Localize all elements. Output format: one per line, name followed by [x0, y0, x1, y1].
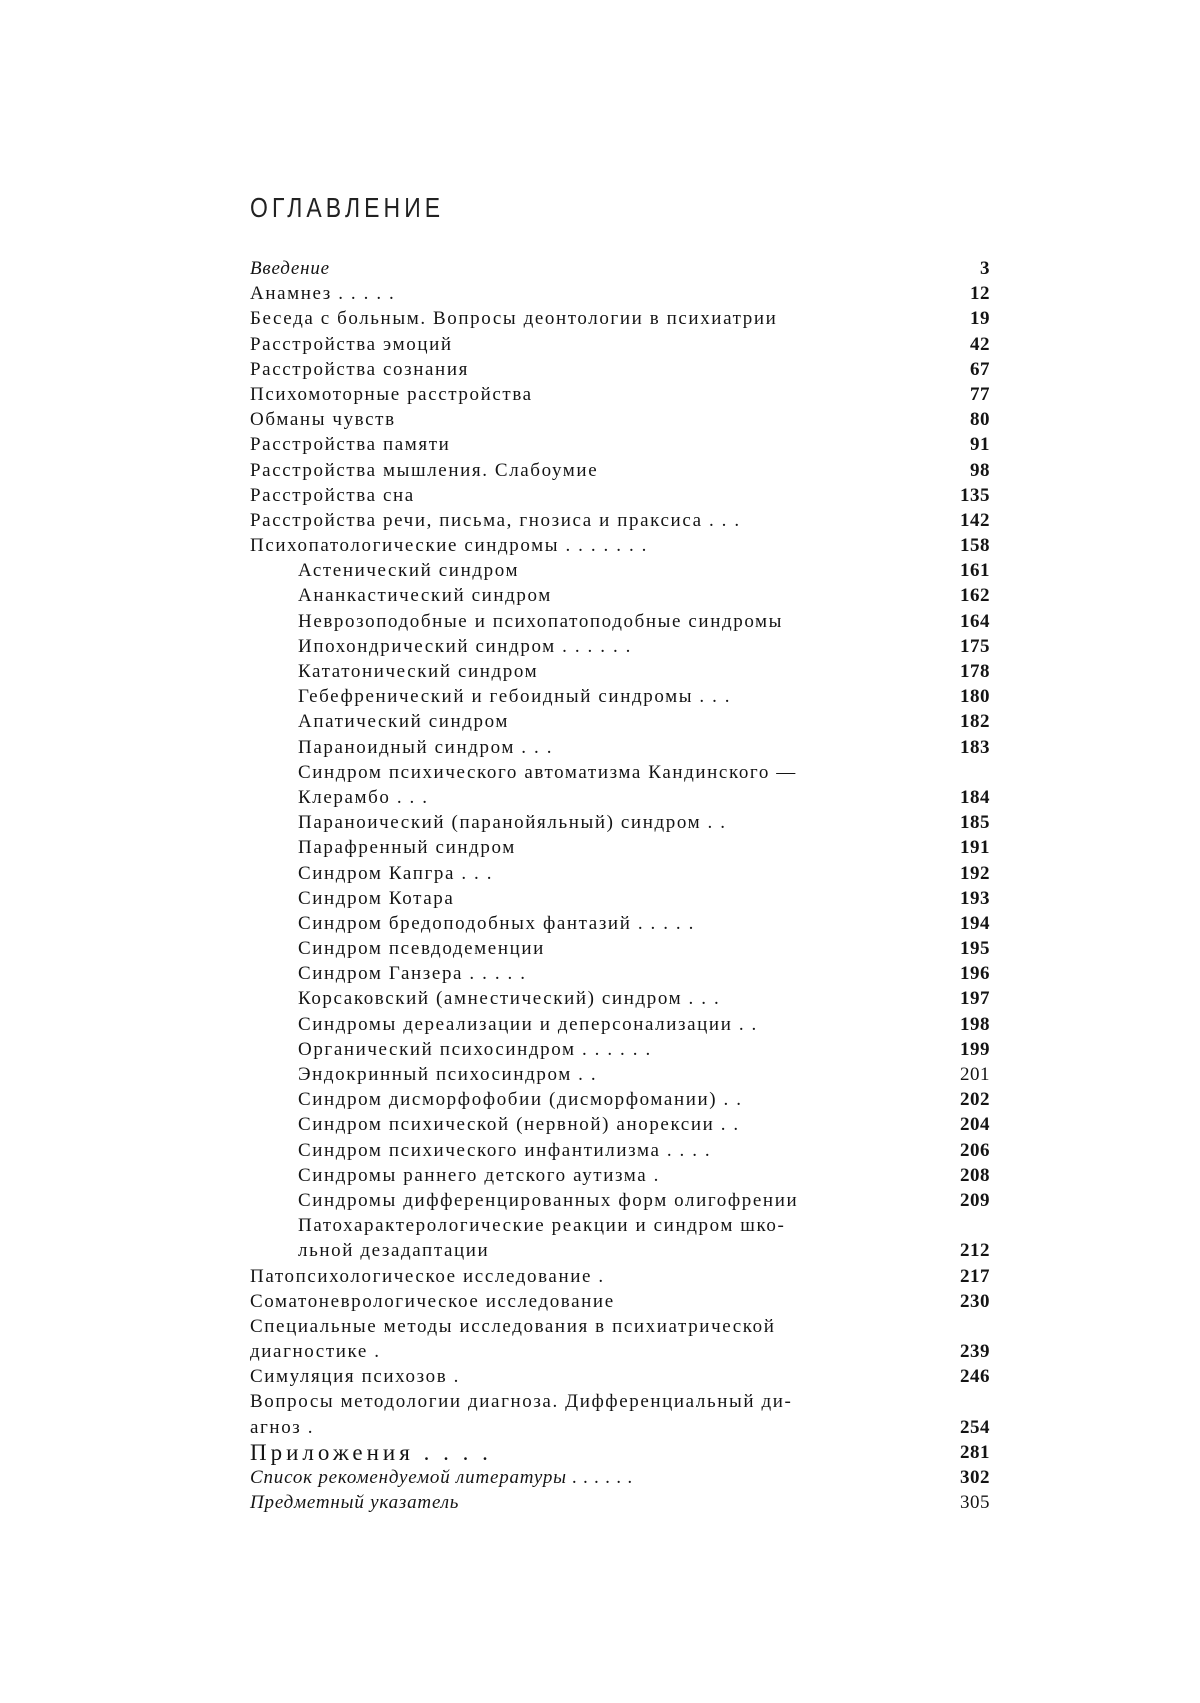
toc-entry-page-number: 281	[960, 1441, 990, 1463]
toc-entry-title: Астенический синдром	[298, 560, 520, 582]
toc-entry-page-number: 208	[960, 1164, 990, 1186]
toc-entry-title: Параноидный синдром . . .	[298, 736, 554, 758]
toc-entry-title: диагностике .	[250, 1341, 381, 1363]
toc-entry-page-number: 202	[960, 1089, 990, 1111]
toc-entry-page-number: 201	[960, 1064, 990, 1085]
toc-entry-title: Клерамбо . . .	[298, 786, 429, 808]
toc-entry-title: Синдром дисморфофобии (дисморфомании) . .	[298, 1089, 743, 1111]
toc-entry	[250, 785, 990, 810]
toc-entry-page-number: 178	[960, 661, 990, 682]
toc-entry-page-number: 192	[960, 862, 990, 884]
toc-entry	[250, 1037, 990, 1062]
toc-entry	[250, 1289, 990, 1314]
toc-entry	[250, 1415, 990, 1440]
toc-entry	[250, 1465, 990, 1490]
toc-entry-page-number: 80	[970, 409, 990, 431]
toc-entry	[250, 1163, 990, 1188]
toc-entry	[250, 1062, 990, 1087]
toc-entry	[250, 332, 990, 357]
toc-entry-title: Кататонический синдром	[298, 661, 539, 682]
toc-entry-page-number: 162	[960, 585, 990, 607]
toc-entry-page-number: 217	[960, 1265, 990, 1287]
toc-entry-title: Симуляция психозов .	[250, 1366, 460, 1388]
toc-entry	[250, 684, 990, 709]
toc-entry	[250, 1364, 990, 1389]
toc-entry	[250, 483, 990, 508]
toc-entry-title: Приложения . . . .	[250, 1439, 492, 1465]
toc-entry-page-number: 164	[960, 610, 990, 632]
toc-entry	[250, 735, 990, 760]
toc-entry	[250, 558, 990, 583]
toc-entry-title: Расстройства сознания	[250, 358, 469, 380]
toc-entry	[250, 382, 990, 407]
toc-entry-page-number: 77	[970, 383, 990, 405]
toc-entry-page-number: 198	[960, 1013, 990, 1035]
toc-entry-title: Синдром Котара	[298, 887, 455, 909]
toc-entry	[250, 1238, 990, 1263]
toc-entry-title: Неврозоподобные и психопатоподобные синдромы	[298, 610, 784, 632]
toc-entry	[250, 609, 990, 634]
toc-entry	[250, 1213, 990, 1238]
toc-entry-page-number: 184	[960, 786, 990, 808]
toc-entry	[250, 961, 990, 986]
toc-entry	[250, 936, 990, 961]
toc-entry-title: Синдромы дифференцированных форм олигофрении	[298, 1189, 799, 1211]
toc-entry-title: Беседа с больным. Вопросы деонтологии в психиатрии	[250, 308, 778, 330]
toc-entry-page-number: 98	[970, 459, 990, 481]
toc-entry-page-number: 180	[960, 686, 990, 708]
toc-entry	[250, 458, 990, 483]
toc-entry-page-number: 199	[960, 1038, 990, 1060]
toc-entry-page-number: 182	[960, 711, 990, 733]
toc-entry	[250, 634, 990, 659]
toc-entry	[250, 1389, 990, 1414]
toc-entry-page-number: 183	[960, 736, 990, 758]
toc-entry	[250, 835, 990, 860]
toc-entry	[250, 1264, 990, 1289]
toc-entry-title: Расстройства мышления. Слабоумие	[250, 459, 599, 481]
toc-entry-title: Синдром психической (нервной) анорексии . .	[298, 1114, 740, 1136]
toc-entry	[250, 1314, 990, 1339]
toc-entry	[250, 1087, 990, 1112]
toc-entry-title: Обманы чувств	[250, 409, 396, 431]
toc-entry	[250, 306, 990, 331]
toc-entry-title: Ананкастический синдром	[298, 585, 552, 607]
toc-entry-title: Апатический синдром	[298, 711, 510, 733]
toc-entry	[250, 281, 990, 306]
toc-entry-title: Синдром псевдодеменции	[298, 938, 545, 960]
toc-entry-title: Эндокринный психосиндром . .	[298, 1064, 598, 1085]
toc-entry-title: Гебефренический и гебоидный синдромы . . .	[298, 686, 732, 708]
toc-entry-title: Расстройства речи, письма, гнозиса и праксиса . . .	[250, 509, 741, 531]
toc-entry-page-number: 305	[960, 1492, 990, 1514]
toc-entry-page-number: 246	[960, 1366, 990, 1388]
toc-entry-page-number: 161	[960, 560, 990, 582]
toc-entry-page-number: 3	[980, 258, 990, 279]
toc-entry	[250, 357, 990, 382]
toc-entry	[250, 659, 990, 684]
toc-entry-page-number: 191	[960, 837, 990, 859]
toc-entry-page-number: 302	[960, 1467, 990, 1488]
toc-entry	[250, 760, 990, 785]
toc-entry	[250, 1012, 990, 1037]
toc-entry-page-number: 142	[960, 509, 990, 531]
toc-entry-page-number: 67	[970, 358, 990, 380]
toc-entry-title: Синдром психического автоматизма Кандинского —	[298, 761, 797, 783]
toc-entry-page-number: 193	[960, 887, 990, 909]
toc-entry-page-number: 196	[960, 963, 990, 985]
toc-entry	[250, 1188, 990, 1213]
toc-entry-page-number: 12	[970, 283, 990, 305]
toc-entry-title: Корсаковский (амнестический) синдром . . .	[298, 988, 721, 1010]
toc-entry-title: Предметный указатель	[250, 1492, 460, 1514]
toc-entry	[250, 583, 990, 608]
toc-entry	[250, 911, 990, 936]
toc-entry-page-number: 195	[960, 938, 990, 960]
toc-entry-title: Синдром бредоподобных фантазий . . . . .	[298, 912, 695, 934]
toc-entry-title: Соматоневрологическое исследование	[250, 1290, 615, 1312]
toc-entry	[250, 1112, 990, 1137]
toc-entry-title: Психопатологические синдромы . . . . . . .	[250, 535, 648, 557]
toc-entry-title: агноз .	[250, 1416, 315, 1438]
toc-entry-page-number: 175	[960, 635, 990, 657]
toc-entry-page-number: 42	[970, 333, 990, 355]
toc-entry-title: Психомоторные расстройства	[250, 383, 533, 405]
toc-entry-title: Специальные методы исследования в психиатрической	[250, 1315, 776, 1337]
toc-entry-title: Параноический (паранойяльный) синдром . .	[298, 812, 727, 834]
toc-entry-title: Введение	[250, 258, 330, 279]
toc-entry-page-number: 212	[960, 1240, 990, 1262]
toc-entry	[250, 709, 990, 734]
toc-entry-title: Ипохондрический синдром . . . . . .	[298, 635, 633, 657]
toc-entry-page-number: 206	[960, 1139, 990, 1161]
toc-entry-title: Патохарактерологические реакции и синдром шко-	[298, 1215, 786, 1237]
toc-entry-title: льной дезадаптации	[298, 1240, 490, 1262]
table-of-contents	[250, 256, 990, 1515]
toc-entry	[250, 1339, 990, 1364]
toc-entry	[250, 886, 990, 911]
toc-entry-title: Патопсихологическое исследование .	[250, 1265, 605, 1287]
toc-entry-page-number: 185	[960, 812, 990, 834]
toc-entry-page-number: 204	[960, 1114, 990, 1136]
toc-entry-title: Синдромы дереализации и деперсонализации . .	[298, 1013, 758, 1035]
toc-entry	[250, 810, 990, 835]
toc-entry-page-number: 194	[960, 912, 990, 934]
toc-entry-page-number: 239	[960, 1341, 990, 1363]
toc-entry-title: Синдромы раннего детского аутизма .	[298, 1164, 661, 1186]
toc-entry-title: Синдром Ганзера . . . . .	[298, 963, 527, 985]
toc-entry	[250, 1440, 990, 1465]
toc-entry-page-number: 230	[960, 1290, 990, 1312]
toc-entry	[250, 861, 990, 886]
toc-entry-title: Парафренный синдром	[298, 837, 516, 859]
toc-entry-page-number: 135	[960, 484, 990, 506]
toc-entry-title: Анамнез . . . . .	[250, 283, 396, 305]
toc-entry	[250, 407, 990, 432]
toc-entry-page-number: 91	[970, 434, 990, 456]
toc-entry-title: Расстройства памяти	[250, 434, 451, 456]
toc-entry-title: Синдром Капгра . . .	[298, 862, 494, 884]
toc-entry	[250, 986, 990, 1011]
page-title: ОГЛАВЛЕНИЕ	[250, 192, 445, 223]
toc-entry-title: Органический психосиндром . . . . . .	[298, 1038, 652, 1060]
toc-entry	[250, 256, 990, 281]
toc-entry	[250, 1490, 990, 1515]
toc-entry-title: Синдром психического инфантилизма . . . .	[298, 1139, 712, 1161]
toc-entry-title: Список рекомендуемой литературы . . . . . .	[250, 1467, 634, 1488]
toc-entry-title: Расстройства сна	[250, 484, 415, 506]
toc-entry-page-number: 197	[960, 988, 990, 1010]
toc-entry-page-number: 19	[970, 308, 990, 330]
toc-entry	[250, 432, 990, 457]
toc-entry-page-number: 209	[960, 1189, 990, 1211]
toc-entry	[250, 1138, 990, 1163]
toc-entry-title: Вопросы методологии диагноза. Дифференциальный ди-	[250, 1391, 793, 1413]
toc-entry	[250, 508, 990, 533]
toc-entry-page-number: 158	[960, 535, 990, 557]
toc-entry-title: Расстройства эмоций	[250, 333, 453, 355]
toc-entry	[250, 533, 990, 558]
toc-entry-page-number: 254	[960, 1416, 990, 1438]
